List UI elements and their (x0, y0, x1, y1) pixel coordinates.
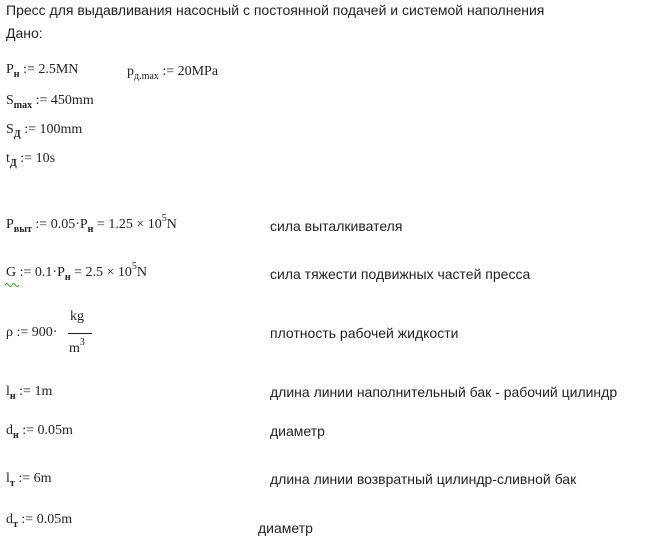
pvyt-unit: N (166, 217, 177, 232)
lt-definition (6, 471, 52, 487)
ln-description: длина линии наполнительный бак - рабочий цилиндр (270, 384, 618, 400)
lt-subscript: т (9, 478, 15, 489)
g-expression (6, 261, 148, 283)
g-symbol: G (6, 265, 17, 280)
pdmax-definition (127, 64, 218, 80)
pvyt-subscript: выт (13, 224, 32, 235)
smax-value: := 450mm (35, 93, 94, 108)
dt-value: := 0.05m (21, 512, 73, 527)
pvyt-formula: := 0.05·P (35, 217, 88, 232)
smax-definition (6, 93, 94, 109)
dn-value: := 0.05m (22, 423, 73, 438)
td-definition (6, 151, 55, 167)
ln-symbol: l (6, 384, 10, 399)
dn-subscript: н (13, 430, 19, 441)
pn-symbol: P (6, 62, 14, 77)
pvyt-formula-subscript: н (87, 224, 94, 235)
sd-definition (6, 122, 82, 138)
dt-symbol: d (6, 512, 13, 527)
td-subscript: Д (9, 158, 17, 169)
rho-unit-denominator: m (69, 341, 80, 356)
lt-value: := 6m (18, 471, 52, 486)
rho-unit-denominator-wrap (69, 337, 85, 357)
sd-subscript: Д (13, 129, 21, 140)
rho-formula: := 900· (16, 325, 58, 340)
td-symbol: t (6, 151, 10, 166)
pvyt-symbol: P (6, 217, 14, 232)
g-exponent: 5 (131, 261, 137, 272)
lt-symbol: l (6, 471, 10, 486)
dt-description: диаметр (258, 520, 313, 536)
pdmax-value: := 20MPa (162, 64, 219, 79)
ln-value: := 1m (19, 384, 53, 399)
spellcheck-squiggle (5, 282, 19, 287)
document-title: Пресс для выдавливания насосный с постоянной подачей и системой наполнения (6, 2, 545, 18)
smax-symbol: S (6, 93, 14, 108)
pvyt-result: = 1.25 × 10 (93, 217, 162, 232)
rho-description: плотность рабочей жидкости (270, 325, 459, 341)
dn-definition (6, 423, 73, 439)
pn-subscript: н (13, 69, 20, 80)
dt-subscript: т (13, 519, 18, 530)
pvyt-description: сила выталкивателя (270, 218, 403, 234)
dn-description: диаметр (270, 423, 325, 439)
sd-symbol: S (6, 122, 14, 137)
pvyt-exponent: 5 (161, 213, 167, 224)
pn-definition (6, 62, 78, 78)
given-label: Дано: (6, 25, 43, 41)
pn-value: := 2.5MN (23, 62, 79, 77)
lt-description: длина линии возвратный цилиндр-сливной бак (270, 471, 577, 487)
rho-unit-exponent: 3 (79, 337, 85, 348)
rho-unit-numerator: kg (70, 309, 84, 324)
g-formula-subscript: н (64, 272, 71, 283)
pdmax-symbol: p (127, 64, 134, 79)
smax-subscript: max (13, 100, 33, 111)
rho-symbol: ρ (6, 325, 13, 340)
g-unit: N (136, 265, 148, 280)
ln-definition (6, 384, 52, 400)
dn-symbol: d (6, 423, 13, 438)
ln-subscript: н (9, 391, 16, 402)
g-result: = 2.5 × 10 (70, 265, 132, 280)
sd-value: := 100mm (24, 122, 83, 137)
dt-definition (6, 512, 72, 528)
pvyt-expression (6, 213, 177, 235)
td-value: := 10s (20, 151, 56, 166)
g-description: сила тяжести подвижных частей пресса (270, 266, 531, 282)
rho-expression (6, 325, 57, 341)
rho-fraction-bar (68, 333, 92, 334)
pdmax-subscript: д.max (134, 71, 159, 82)
g-formula: := 0.1·P (19, 265, 65, 280)
